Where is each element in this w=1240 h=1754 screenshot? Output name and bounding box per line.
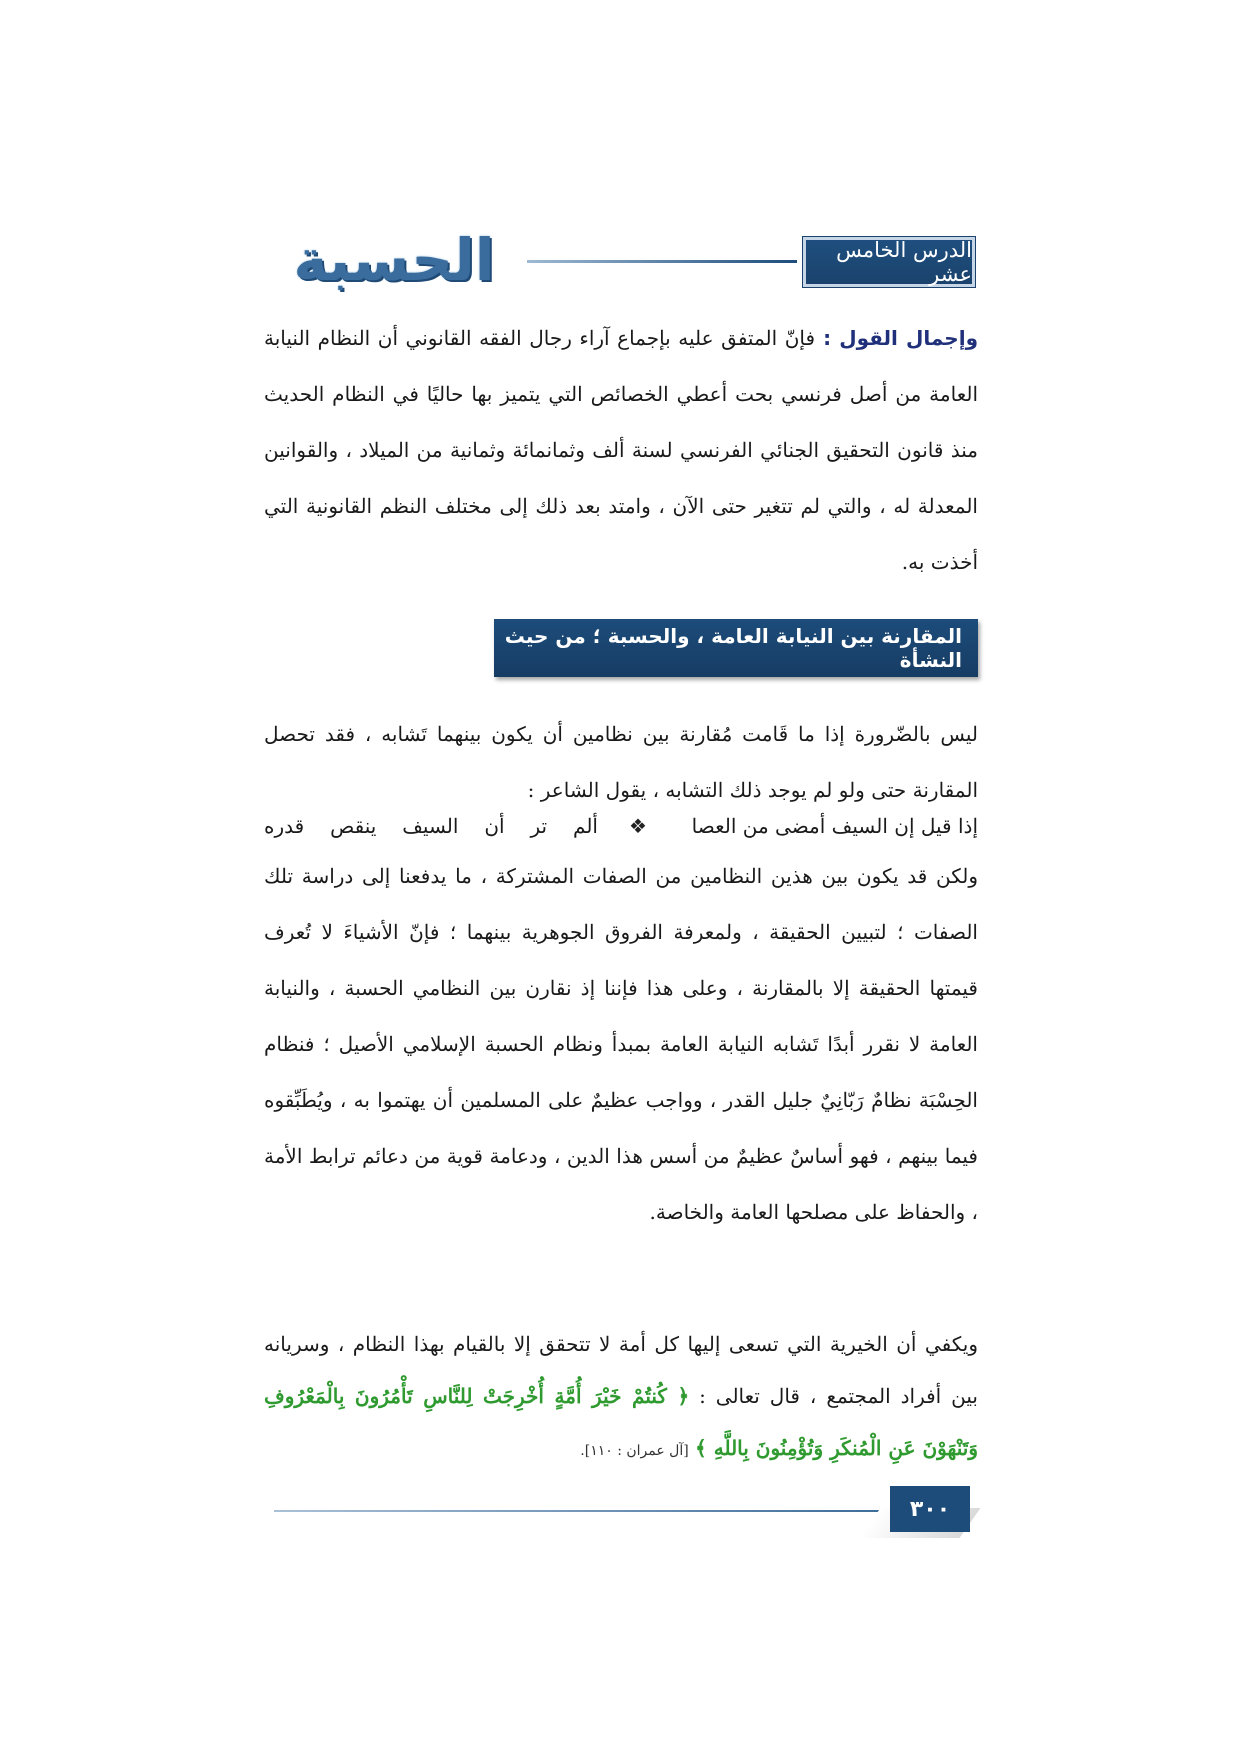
verse-second-hemistich: ألم تر أن السيف ينقص قدره xyxy=(264,814,598,838)
header-divider xyxy=(527,260,797,263)
footer-divider xyxy=(274,1510,890,1512)
verse-first-hemistich: إذا قيل إن السيف أمضى من العصا xyxy=(691,814,978,838)
intro-text: فإنّ المتفق عليه بإجماع آراء رجال الفقه القانوني أن النظام النيابة العامة من أصل فرنسي بحت أعطي الخصائص التي يتميز بها حاليًا في النظام الحديث منذ قانون التحقيق الجنائي الفرنسي لسنة ألف وثمانمائة وثمانية من الميلاد ، والقوانين المعدلة له ، والتي لم تتغير حتى الآن ، وامتد بعد ذلك إلى مختلف النظم القانونية التي أخذت به. xyxy=(264,326,978,574)
intro-paragraph xyxy=(264,310,978,590)
section-heading: المقارنة بين النيابة العامة ، والحسبة ؛ من حيث النشأة xyxy=(494,619,978,677)
poem-verse xyxy=(264,806,978,846)
page-number: ٣٠٠ xyxy=(890,1486,970,1532)
paragraph-virtue-text: ويكفي أن الخيرية التي تسعى إليها كل أمة لا تتحقق إلا بالقيام بهذا النظام ، وسريانه بين أفراد المجتمع ، قال تعالى : xyxy=(264,1332,978,1408)
lesson-badge: الدرس الخامس عشر xyxy=(803,237,975,287)
paragraph-comparison: ليس بالضّرورة إذا ما قَامت مُقارنة بين نظامين أن يكون بينهما تَشابه ، فقد تحصل المقارنة حتى ولو لم يوجد ذلك التشابه ، يقول الشاعر : xyxy=(264,722,978,802)
quran-reference: [آل عمران : ١١٠]. xyxy=(580,1443,689,1459)
page-footer xyxy=(274,1486,970,1536)
intro-lead: وإجمال القول : xyxy=(823,326,978,350)
quran-verse: ﴿ كُنتُمْ خَيْرَ أُمَّةٍ أُخْرِجَتْ لِلنَّاسِ تَأْمُرُونَ بِالْمَعْرُوفِ وَتَنْهَوْنَ عَنِ الْمُنكَرِ وَتُؤْمِنُونَ بِاللَّهِ ﴾ xyxy=(264,1384,978,1460)
verse-separator-icon: ❖ xyxy=(629,814,647,838)
page-header xyxy=(265,226,975,294)
chapter-title: الحسبة xyxy=(293,226,495,294)
paragraph-shared-traits: ولكن قد يكون بين هذين النظامين من الصفات المشتركة ، ما يدفعنا إلى دراسة تلك الصفات ؛ لتبيين الحقيقة ، ولمعرفة الفروق الجوهرية بينهما ؛ فإنّ الأشياءَ لا تُعرف قيمتها الحقيقة إلا بالمقارنة ، وعلى هذا فإننا إذ نقارن بين النظامي الحسبة ، والنيابة العامة لا نقرر أبدًا تَشابه النيابة العامة بمبدأ ونظام الحسبة الإسلامي الأصيل ؛ فنظام الحِسْبَة نظامٌ رَبّانِيٌ جليل القدر ، وواجب عظيمٌ على المسلمين أن يهتموا به ، ويُطَبِّقوه فيما بينهم ، فهو أساسٌ عظيمٌ من أسس هذا الدين ، ودعامة قوية من دعائم ترابط الأمة ، والحفاظ على مصلحها العامة والخاصة. xyxy=(264,864,978,1224)
paragraph-virtue xyxy=(264,1318,978,1477)
